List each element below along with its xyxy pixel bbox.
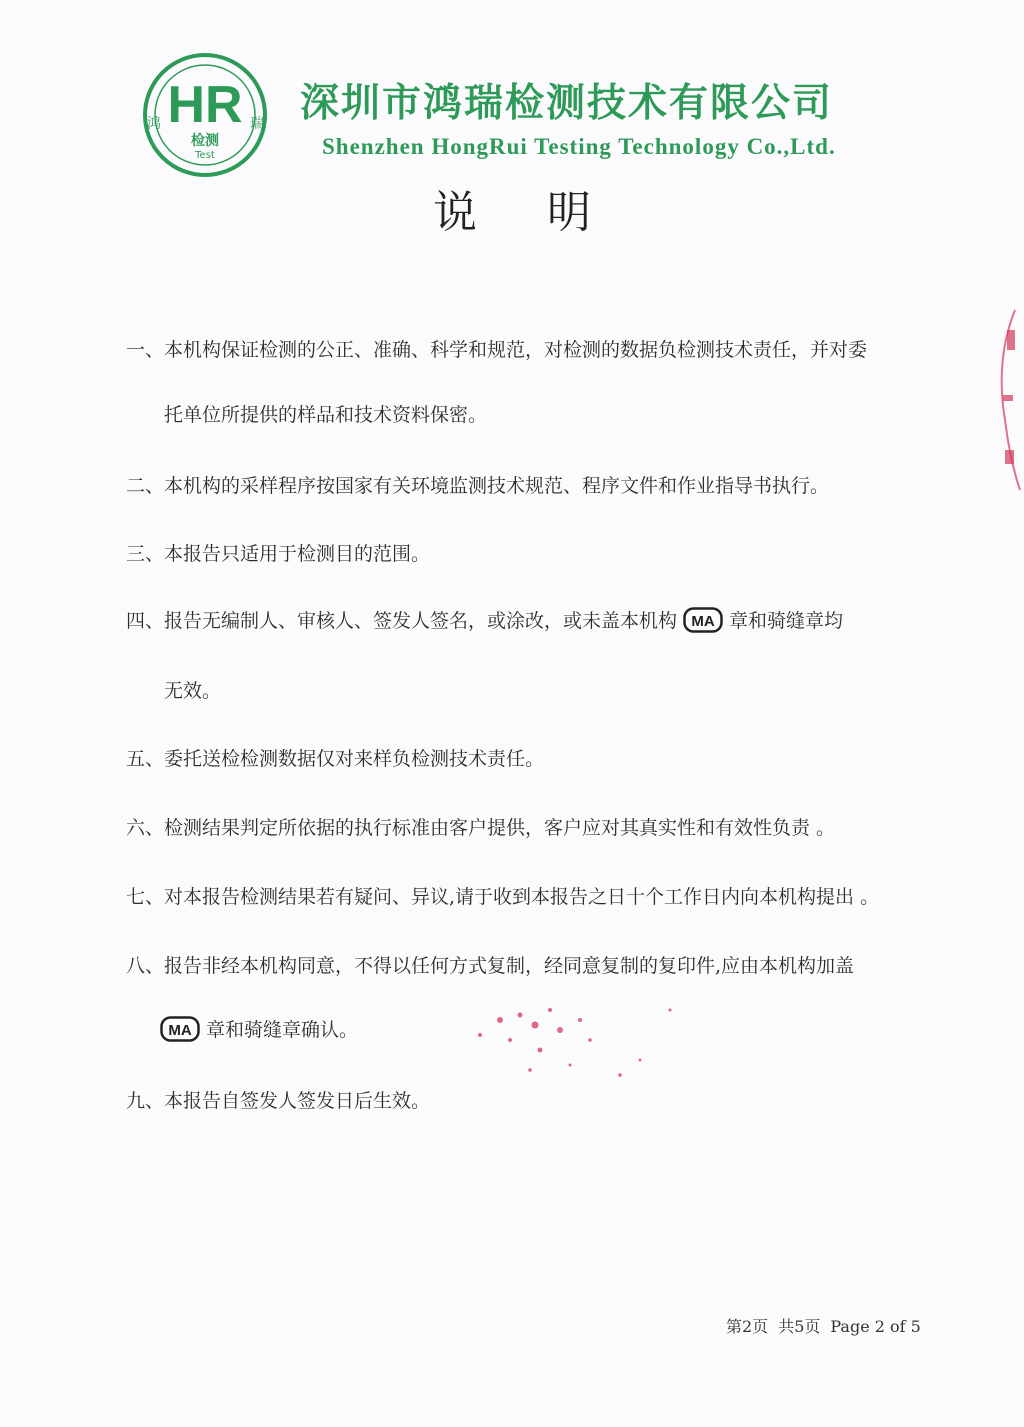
cma-certification-mark-icon [683,607,723,633]
clause-8-line-2 [160,1016,358,1044]
page-title: 说明 [433,187,661,238]
seal-ink-edge [985,300,1024,500]
clause-3: 三、本报告只适用于检测目的范围。 [126,543,431,565]
svg-text:MA: MA [691,613,715,630]
clause-4-text-after: 章和骑缝章均 [729,610,844,632]
seal-ink-marks [440,980,720,1100]
clause-4-line-2: 无效。 [164,680,222,702]
clause-8-text-after: 章和骑缝章确认。 [206,1019,359,1041]
company-name-en: Shenzhen HongRui Testing Technology Co.,Ltd. [322,134,836,159]
clause-7: 七、对本报告检测结果若有疑问、异议,请于收到本报告之日十个工作日内向本机构提出 。 [126,886,880,908]
svg-text:MA: MA [168,1022,192,1039]
clause-1-line-2: 托单位所提供的样品和技术资料保密。 [164,404,488,426]
cma-certification-mark-icon [160,1016,200,1042]
clause-8-line-1: 八、报告非经本机构同意，不得以任何方式复制，经同意复制的复印件,应由本机构加盖 [126,955,855,977]
company-logo [140,50,270,180]
logo-left-char: 鸿 [147,116,161,132]
logo-letters: HR [167,76,243,134]
clause-2: 二、本机构的采样程序按国家有关环境监测技术规范、程序文件和作业指导书执行。 [126,475,830,497]
company-name-cn: 深圳市鸿瑞检测技术有限公司 [300,81,834,126]
logo-inner-en: Test [195,150,215,161]
clause-1-line-1: 一、本机构保证检测的公正、准确、科学和规范，对检测的数据负检测技术责任，并对委 [126,339,868,361]
clause-9: 九、本报告自签发人签发日后生效。 [126,1090,431,1112]
clause-4-line-1 [126,607,843,635]
clause-4-text-before: 四、报告无编制人、审核人、签发人签名，或涂改，或未盖本机构 [126,610,678,632]
page-total-cn: 共5页 [778,1317,821,1336]
page-footer [726,1314,921,1337]
logo-inner-cn: 检测 [191,133,219,149]
clause-6: 六、检测结果判定所依据的执行标准由客户提供，客户应对其真实性和有效性负责 。 [126,817,836,839]
logo-right-char: 瑞 [250,116,264,132]
page-number-en: Page 2 of 5 [830,1317,921,1336]
clause-5: 五、委托送检检测数据仅对来样负检测技术责任。 [126,748,545,770]
page-number-cn: 第2页 [726,1317,769,1336]
